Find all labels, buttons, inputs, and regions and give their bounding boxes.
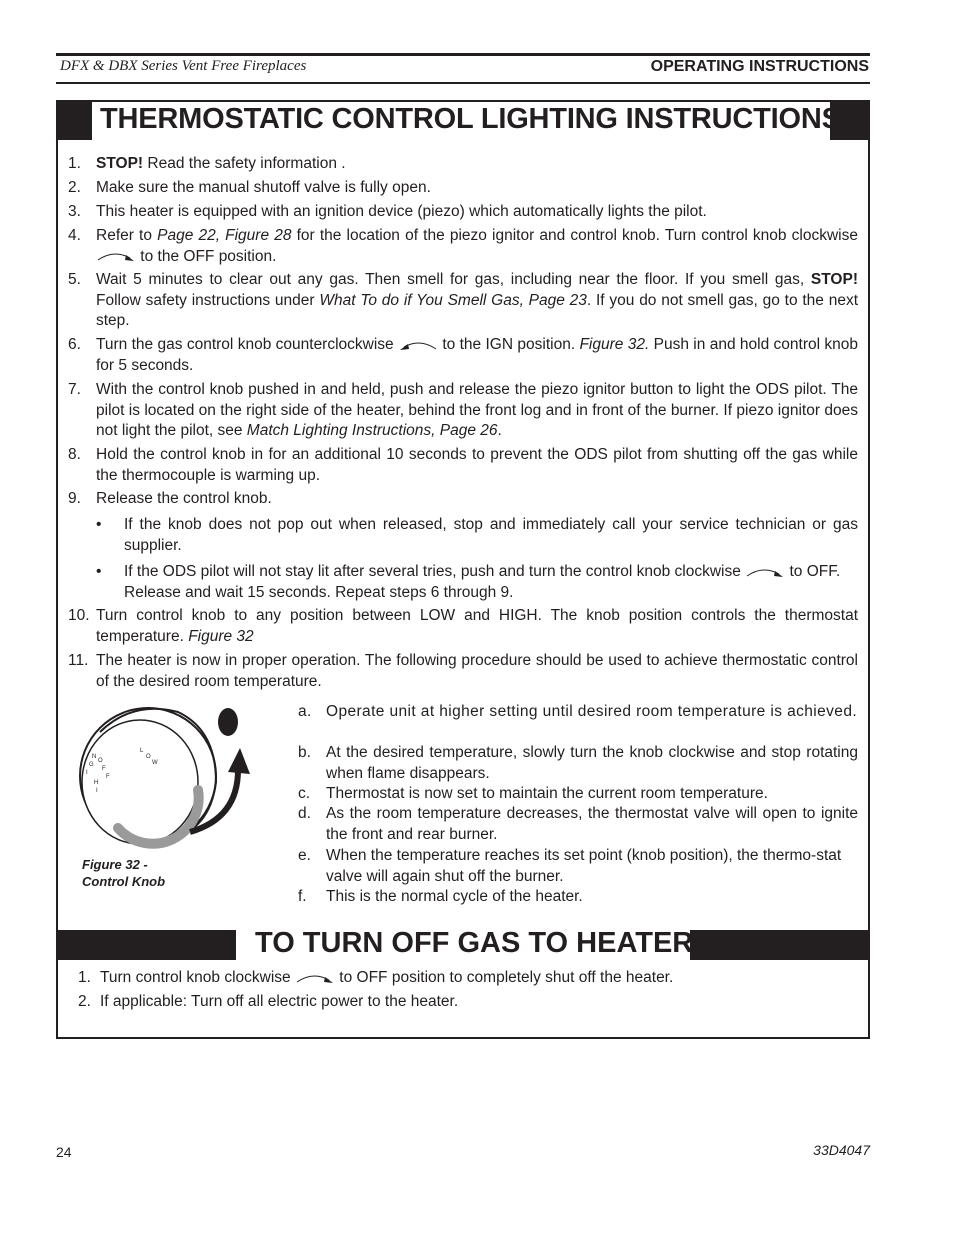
step-number: 4. — [68, 227, 81, 244]
step-text: to OFF position to completely shut off the heater. — [334, 969, 674, 986]
step-number: 6. — [68, 336, 81, 353]
step-number: 7. — [68, 381, 81, 398]
substep-text: This is the normal cycle of the heater. — [326, 888, 583, 905]
document-number: 33D4047 — [813, 1142, 870, 1158]
knob-label: L — [140, 748, 144, 754]
step-4 — [68, 226, 858, 267]
bullet-marker: • — [96, 563, 102, 580]
substep-f — [298, 887, 858, 908]
substep-letter: c. — [298, 785, 311, 802]
step-reference: Figure 32 — [188, 627, 254, 645]
step-text: Read the safety information . — [143, 155, 346, 172]
step-text: Make sure the manual shutoff valve is fully open. — [96, 179, 431, 196]
header-rule-top — [56, 53, 870, 56]
step-text: Turn the gas control knob counterclockwise — [96, 336, 394, 353]
step-2 — [68, 178, 858, 199]
step-text: Hold the control knob in for an additional 10 seconds to prevent the ODS pilot from shutting off the gas while the thermocouple is warming up. — [96, 446, 858, 484]
bullet-marker: • — [96, 516, 102, 533]
substep-e — [298, 846, 858, 887]
step-text: Turn control knob clockwise — [100, 969, 291, 986]
knob-label: I — [86, 770, 88, 776]
substep-a — [298, 702, 858, 723]
step-number: 10. — [68, 607, 90, 624]
step-text: to the OFF position. — [136, 247, 277, 265]
figure-caption — [82, 856, 165, 890]
knob-label: O — [146, 754, 151, 760]
knob-label: G — [89, 762, 94, 768]
bullet-text: If the ODS pilot will not stay lit after several tries, push and turn the control knob clockwise — [124, 563, 741, 580]
clockwise-arrow-icon — [96, 249, 136, 263]
clockwise-arrow-icon — [745, 565, 785, 579]
step-text: If applicable: Turn off all electric power to the heater. — [100, 993, 459, 1010]
substep-b — [298, 743, 858, 784]
step-1 — [68, 154, 858, 175]
step-5 — [68, 270, 858, 332]
step-number: 11. — [68, 652, 89, 669]
substep-letter: b. — [298, 744, 311, 761]
step-text: Follow safety instructions under — [96, 291, 320, 309]
step-text: Wait 5 minutes to clear out any gas. Then smell for gas, including near the floor. If you smell gas, — [96, 271, 811, 288]
substep-text: Thermostat is now set to maintain the current room temperature. — [326, 785, 768, 802]
knob-label: F — [106, 774, 110, 780]
control-knob-figure — [78, 700, 258, 850]
stop-label: STOP! — [96, 155, 144, 172]
knob-label: H — [94, 780, 99, 786]
title-bar-right — [690, 930, 870, 960]
section-title-turn-off: TO TURN OFF GAS TO HEATER — [255, 927, 694, 959]
bullet-item — [96, 515, 858, 556]
step-reference: Match Lighting Instructions, Page 26 — [246, 422, 498, 439]
header-section-title: OPERATING INSTRUCTIONS — [650, 58, 869, 75]
step-reference: Page 22, Figure 28 — [157, 227, 292, 244]
bullet-text: to OFF. Release and wait 15 seconds. Repeat steps 6 through 9. — [124, 563, 841, 601]
step-text: With the control knob pushed in and held, push and release the piezo ignitor button to light the ODS pilot. The pilot is located on the right side of the heater, behind the front log and in front of the burner. If piezo ignitor does not light the pilot, see — [96, 381, 858, 439]
knob-label: N — [92, 754, 97, 760]
step-7 — [68, 380, 858, 442]
step-11 — [68, 651, 858, 692]
step-10 — [68, 606, 858, 647]
substep-text: When the temperature reaches its set point (knob position), the thermo-stat valve will again shut off the burner. — [326, 847, 842, 885]
step-6 — [68, 335, 858, 376]
step-text: The heater is now in proper operation. The following procedure should be used to achieve thermostatic control of the desired room temperature. — [96, 652, 858, 690]
step-text: This heater is equipped with an ignition device (piezo) which automatically lights the pilot. — [96, 203, 707, 220]
step-text: for the location of the piezo ignitor and control knob. Turn control knob clockwise — [291, 227, 858, 244]
step-9 — [68, 489, 858, 510]
knob-label: W — [152, 760, 158, 766]
step-number: 8. — [68, 446, 81, 463]
header-rule-bottom — [56, 82, 870, 84]
title-bar-left — [56, 930, 236, 960]
step-text: Push in and hold control knob for 5 seconds. — [96, 336, 859, 374]
step-text: . If you do not smell gas, go to the next step. — [96, 291, 858, 329]
substep-letter: a. — [298, 703, 312, 720]
step-text: Release the control knob. — [96, 490, 272, 507]
substep-letter: d. — [298, 805, 311, 822]
step-text: Turn control knob to any position between LOW and HIGH. The knob position controls the thermostat temperature. — [96, 607, 858, 645]
turn-off-step-1 — [78, 968, 858, 989]
title-bar-left — [56, 100, 92, 140]
header-series-title: DFX & DBX Series Vent Free Fireplaces — [60, 58, 307, 74]
bullet-text: If the knob does not pop out when released, stop and immediately call your service technician or gas supplier. — [124, 516, 858, 554]
step-number: 1. — [68, 155, 81, 172]
figure-caption-line: Figure 32 - — [82, 857, 148, 872]
step-text: Refer to — [96, 227, 158, 244]
substep-letter: f. — [298, 888, 307, 905]
step-number: 2. — [78, 993, 91, 1010]
substep-text: As the room temperature decreases, the thermostat valve will open to ignite the front and rear burner. — [326, 805, 858, 843]
clockwise-arrow-icon — [295, 971, 335, 985]
bullet-item — [96, 562, 858, 603]
step-number: 2. — [68, 179, 81, 196]
stop-label: STOP! — [810, 271, 858, 288]
step-text: to the IGN position. — [438, 336, 580, 353]
page-number: 24 — [56, 1144, 72, 1160]
substep-c — [298, 784, 858, 805]
turn-off-step-2 — [78, 992, 858, 1013]
section-title-lighting: THERMOSTATIC CONTROL LIGHTING INSTRUCTIONS — [100, 103, 841, 135]
step-number: 9. — [68, 490, 81, 507]
figure-caption-line: Control Knob — [82, 874, 166, 889]
step-text: . — [497, 422, 502, 439]
step-number: 5. — [68, 271, 81, 288]
knob-label: O — [98, 758, 103, 764]
substep-letter: e. — [298, 847, 311, 864]
knob-label: F — [102, 766, 106, 772]
step-number: 3. — [68, 203, 81, 220]
knob-label: I — [96, 788, 98, 794]
substep-d — [298, 804, 858, 845]
step-3 — [68, 202, 858, 223]
substep-text: At the desired temperature, slowly turn the knob clockwise and stop rotating when flame disappears. — [326, 744, 858, 782]
substep-text: Operate unit at higher setting until desired room temperature is achieved. — [326, 703, 858, 720]
counterclockwise-arrow-icon — [398, 338, 438, 352]
step-reference: What To do if You Smell Gas, Page 23 — [319, 291, 587, 309]
step-8 — [68, 445, 858, 486]
step-reference: Figure 32. — [579, 336, 650, 353]
step-number: 1. — [78, 969, 91, 986]
